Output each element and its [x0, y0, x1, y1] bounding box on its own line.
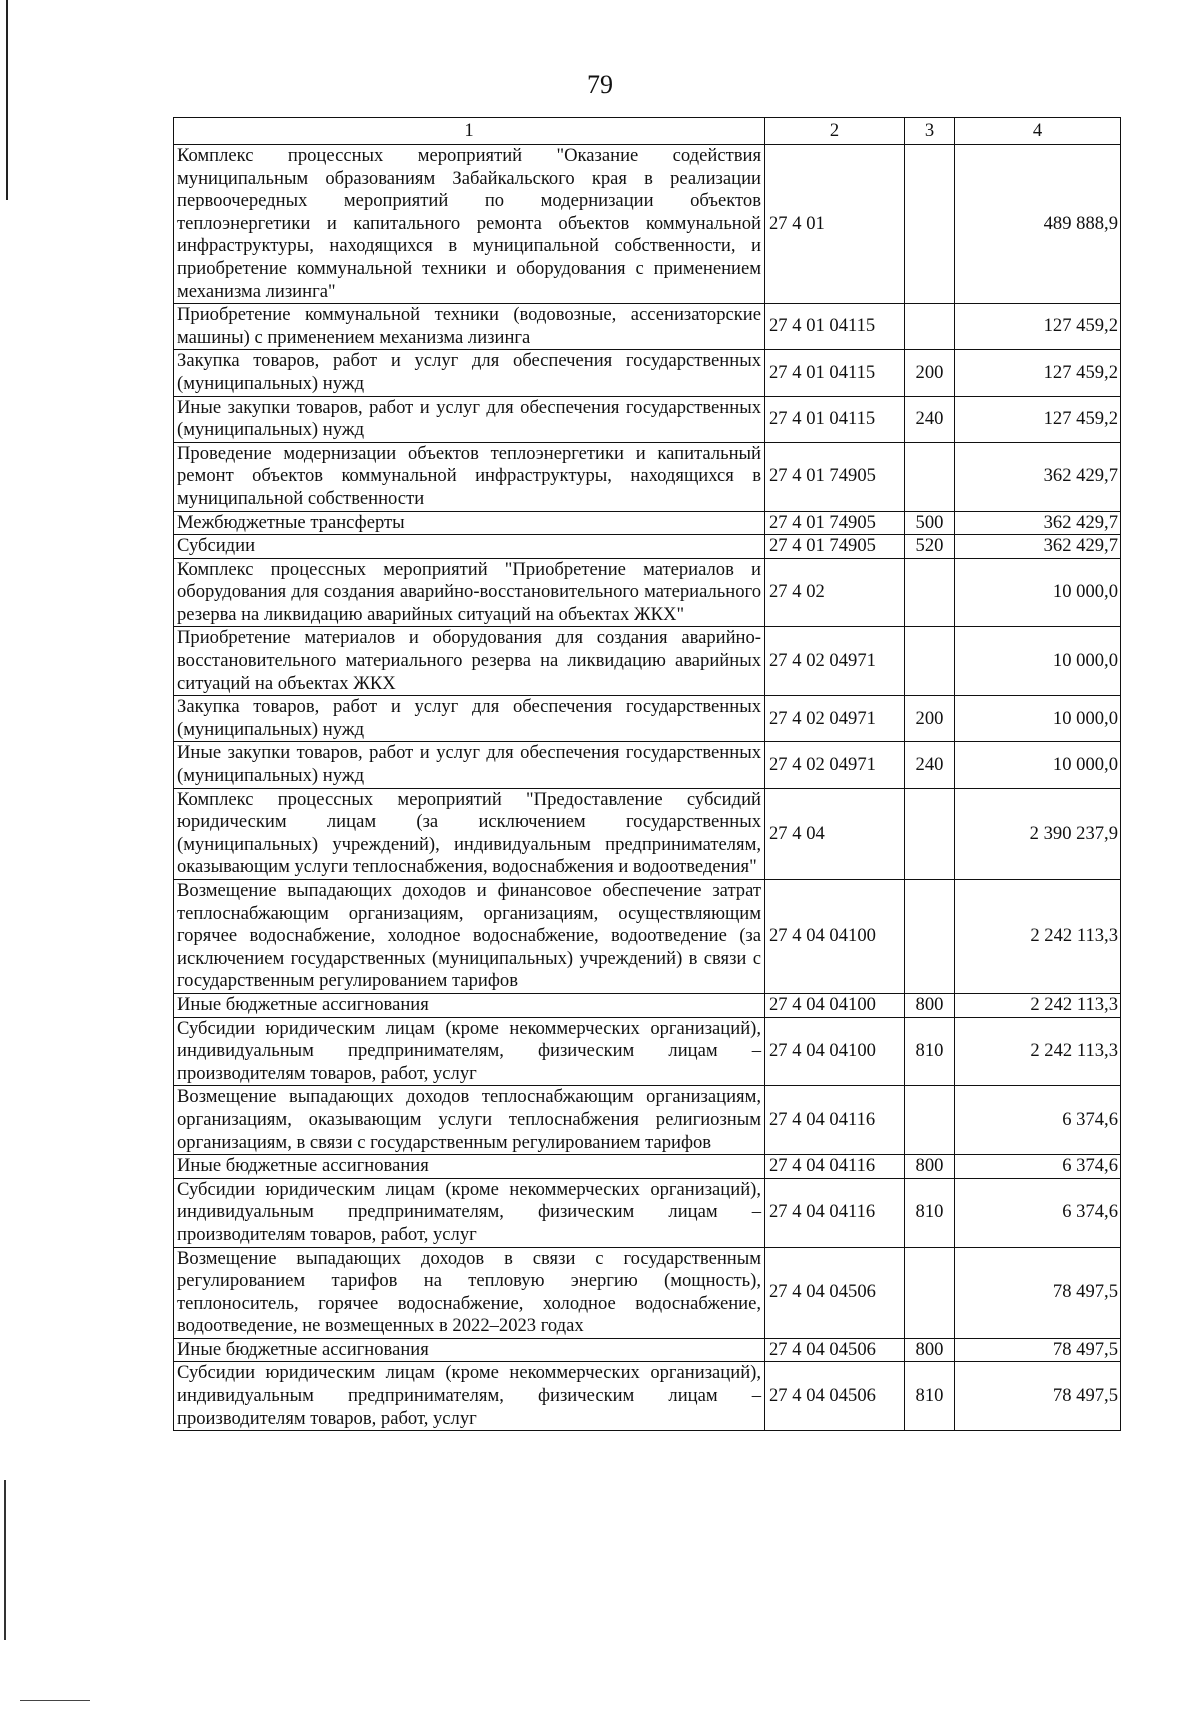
table-row: [174, 696, 1121, 742]
scan-edge-mark: [4, 1480, 6, 1640]
table-row: [174, 880, 1121, 994]
row-amount-cell: 2 242 113,3: [955, 880, 1121, 994]
row-amount-cell: 362 429,7: [955, 442, 1121, 511]
row-amount-cell: 362 429,7: [955, 535, 1121, 559]
budget-table: [173, 117, 1121, 1431]
row-amount-cell: 2 242 113,3: [955, 1017, 1121, 1086]
row-name-cell: Возмещение выпадающих доходов теплоснабжающим организациям, организациям, оказывающим услуги теплоснабжения религиозным организациям, в связи с государственным регулированием тарифов: [174, 1086, 765, 1155]
row-name-cell: Иные закупки товаров, работ и услуг для обеспечения государственных (муниципальных) нужд: [174, 742, 765, 788]
row-code-cell: 27 4 01 04115: [765, 350, 905, 396]
row-amount-cell: 2 390 237,9: [955, 788, 1121, 879]
row-amount-cell: 10 000,0: [955, 627, 1121, 696]
column-header-code: 2: [765, 118, 905, 145]
row-code-cell: 27 4 04 04100: [765, 880, 905, 994]
table-row: [174, 1362, 1121, 1431]
row-type-cell: [905, 145, 955, 304]
row-name-cell: Субсидии: [174, 535, 765, 559]
row-type-cell: [905, 558, 955, 627]
row-type-cell: 240: [905, 396, 955, 442]
row-name-cell: Субсидии юридическим лицам (кроме некоммерческих организаций), индивидуальным предпринимателям, физическим лицам – производителям товаров, работ, услуг: [174, 1362, 765, 1431]
row-type-cell: 810: [905, 1362, 955, 1431]
table-row: [174, 1178, 1121, 1247]
table-row: [174, 1017, 1121, 1086]
scan-edge-mark: [20, 1700, 90, 1701]
row-type-cell: 200: [905, 696, 955, 742]
row-amount-cell: 6 374,6: [955, 1155, 1121, 1179]
row-code-cell: 27 4 01 04115: [765, 396, 905, 442]
row-name-cell: Иные бюджетные ассигнования: [174, 1338, 765, 1362]
row-name-cell: Комплекс процессных мероприятий "Приобретение материалов и оборудования для создания аварийно-восстановительного материального резерва на ликвидацию аварийных ситуаций на объектах ЖКХ": [174, 558, 765, 627]
row-code-cell: 27 4 02: [765, 558, 905, 627]
row-code-cell: 27 4 04 04506: [765, 1247, 905, 1338]
table-row: [174, 535, 1121, 559]
row-type-cell: [905, 627, 955, 696]
row-code-cell: 27 4 01 74905: [765, 535, 905, 559]
table-row: [174, 1086, 1121, 1155]
table-row: [174, 396, 1121, 442]
row-amount-cell: 6 374,6: [955, 1086, 1121, 1155]
row-type-cell: [905, 304, 955, 350]
table-row: [174, 627, 1121, 696]
row-code-cell: 27 4 04 04116: [765, 1086, 905, 1155]
row-code-cell: 27 4 02 04971: [765, 627, 905, 696]
row-code-cell: 27 4 04 04100: [765, 993, 905, 1017]
row-type-cell: 500: [905, 511, 955, 535]
row-amount-cell: 362 429,7: [955, 511, 1121, 535]
row-amount-cell: 127 459,2: [955, 350, 1121, 396]
row-name-cell: Проведение модернизации объектов теплоэнергетики и капитальный ремонт объектов коммунальной инфраструктуры, находящихся в муниципальной собственности: [174, 442, 765, 511]
table-row: [174, 145, 1121, 304]
row-amount-cell: 10 000,0: [955, 696, 1121, 742]
table-row: [174, 304, 1121, 350]
row-code-cell: 27 4 02 04971: [765, 696, 905, 742]
row-type-cell: [905, 1247, 955, 1338]
row-name-cell: Приобретение коммунальной техники (водовозные, ассенизаторские машины) с применением механизма лизинга: [174, 304, 765, 350]
row-amount-cell: 127 459,2: [955, 304, 1121, 350]
row-code-cell: 27 4 04: [765, 788, 905, 879]
row-type-cell: [905, 880, 955, 994]
row-name-cell: Закупка товаров, работ и услуг для обеспечения государственных (муниципальных) нужд: [174, 350, 765, 396]
row-code-cell: 27 4 01 74905: [765, 511, 905, 535]
table-row: [174, 1338, 1121, 1362]
table-header-row: [174, 118, 1121, 145]
table-row: [174, 442, 1121, 511]
row-amount-cell: 78 497,5: [955, 1338, 1121, 1362]
row-type-cell: [905, 788, 955, 879]
table-row: [174, 742, 1121, 788]
row-name-cell: Приобретение материалов и оборудования для создания аварийно-восстановительного материального резерва на ликвидацию аварийных ситуаций на объектах ЖКХ: [174, 627, 765, 696]
row-code-cell: 27 4 04 04116: [765, 1178, 905, 1247]
row-amount-cell: 10 000,0: [955, 558, 1121, 627]
row-type-cell: 800: [905, 993, 955, 1017]
row-type-cell: 240: [905, 742, 955, 788]
row-name-cell: Межбюджетные трансферты: [174, 511, 765, 535]
row-name-cell: Иные бюджетные ассигнования: [174, 993, 765, 1017]
row-type-cell: 800: [905, 1338, 955, 1362]
row-amount-cell: 78 497,5: [955, 1247, 1121, 1338]
column-header-name: 1: [174, 118, 765, 145]
row-code-cell: 27 4 01: [765, 145, 905, 304]
page-number: 79: [587, 70, 613, 99]
row-type-cell: 520: [905, 535, 955, 559]
scan-edge-mark: [6, 0, 8, 200]
row-type-cell: 810: [905, 1178, 955, 1247]
row-name-cell: Иные бюджетные ассигнования: [174, 1155, 765, 1179]
row-type-cell: 200: [905, 350, 955, 396]
row-name-cell: Закупка товаров, работ и услуг для обеспечения государственных (муниципальных) нужд: [174, 696, 765, 742]
row-amount-cell: 78 497,5: [955, 1362, 1121, 1431]
row-code-cell: 27 4 04 04506: [765, 1338, 905, 1362]
row-amount-cell: 2 242 113,3: [955, 993, 1121, 1017]
row-type-cell: [905, 1086, 955, 1155]
row-amount-cell: 10 000,0: [955, 742, 1121, 788]
table-row: [174, 1155, 1121, 1179]
row-name-cell: Иные закупки товаров, работ и услуг для обеспечения государственных (муниципальных) нужд: [174, 396, 765, 442]
row-code-cell: 27 4 02 04971: [765, 742, 905, 788]
table-row: [174, 511, 1121, 535]
row-amount-cell: 6 374,6: [955, 1178, 1121, 1247]
row-code-cell: 27 4 04 04116: [765, 1155, 905, 1179]
row-code-cell: 27 4 01 04115: [765, 304, 905, 350]
column-header-amount: 4: [955, 118, 1121, 145]
row-amount-cell: 127 459,2: [955, 396, 1121, 442]
row-code-cell: 27 4 01 74905: [765, 442, 905, 511]
row-code-cell: 27 4 04 04506: [765, 1362, 905, 1431]
row-name-cell: Возмещение выпадающих доходов и финансовое обеспечение затрат теплоснабжающим организациям, организациям, осуществляющим горячее водоснабжение, холодное водоснабжение, водоотведение (за исключением государственных (муниципальных) учреждений) в связи с государственным регулированием тарифов: [174, 880, 765, 994]
table-row: [174, 350, 1121, 396]
row-name-cell: Субсидии юридическим лицам (кроме некоммерческих организаций), индивидуальным предпринимателям, физическим лицам – производителям товаров, работ, услуг: [174, 1178, 765, 1247]
row-name-cell: Комплекс процессных мероприятий "Предоставление субсидий юридическим лицам (за исключением государственных (муниципальных) учреждений), индивидуальным предпринимателям, оказывающим услуги теплоснабжения, водоснабжения и водоотведения": [174, 788, 765, 879]
row-name-cell: Комплекс процессных мероприятий "Оказание содействия муниципальным образованиям Забайкальского края в реализации первоочередных мероприятий по модернизации объектов теплоэнергетики и капитального ремонта объектов коммунальной инфраструктуры, находящихся в муниципальной собственности, и приобретение коммунальной техники и оборудования с применением механизма лизинга": [174, 145, 765, 304]
row-amount-cell: 489 888,9: [955, 145, 1121, 304]
table-row: [174, 788, 1121, 879]
table-row: [174, 558, 1121, 627]
table-body: [174, 145, 1121, 1431]
row-name-cell: Субсидии юридическим лицам (кроме некоммерческих организаций), индивидуальным предпринимателям, физическим лицам – производителям товаров, работ, услуг: [174, 1017, 765, 1086]
row-type-cell: 810: [905, 1017, 955, 1086]
table-row: [174, 993, 1121, 1017]
row-type-cell: [905, 442, 955, 511]
row-code-cell: 27 4 04 04100: [765, 1017, 905, 1086]
column-header-type: 3: [905, 118, 955, 145]
row-type-cell: 800: [905, 1155, 955, 1179]
row-name-cell: Возмещение выпадающих доходов в связи с государственным регулированием тарифов на тепловую энергию (мощность), теплоноситель, горячее водоснабжение, холодное водоснабжение, водоотведение, не возмещенных в 2022–2023 годах: [174, 1247, 765, 1338]
table-row: [174, 1247, 1121, 1338]
